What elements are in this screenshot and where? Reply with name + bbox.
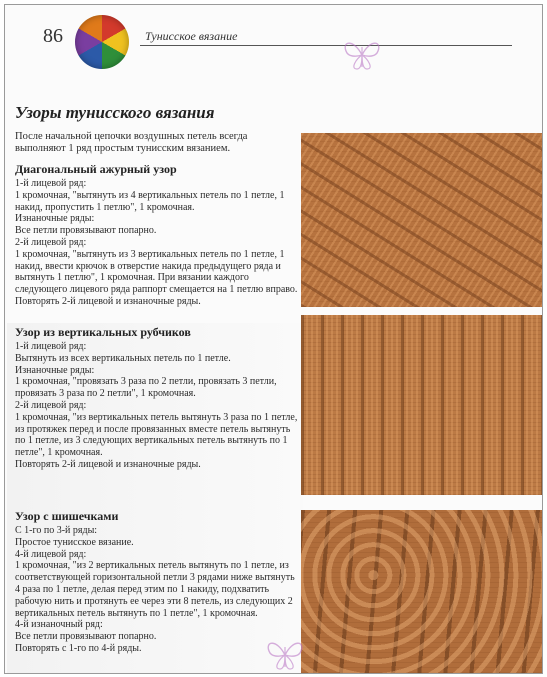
section-body-bobbles: [15, 525, 300, 655]
instruction-line: Изнаночные ряды:: [15, 364, 95, 376]
header-divider: [140, 45, 512, 46]
instruction-line: 1 кромочная, "вытянуть из 4 вертикальных петель по 1 петле, 1 накид, пропустить 1 петлю", 1 кромочная.: [15, 189, 285, 213]
butterfly-icon: [263, 637, 307, 673]
intro-paragraph: После начальной цепочки воздушных петель всегда выполняют 1 ряд простым тунисским вязанием.: [15, 131, 248, 154]
instruction-line: 1 кромочная, "провязать 3 раза по 2 петли, провязать 3 петли, провязать 3 раза по 2 петли", 1 кромочная.: [15, 376, 277, 400]
instruction-line: 4-й изнаночный ряд:: [15, 619, 103, 631]
instruction-line: Повторять с 1-го по 4-й ряды.: [15, 642, 142, 654]
instruction-line: Все петли провязывают попарно.: [15, 225, 157, 237]
instruction-line: 1 кромочная, "из 2 вертикальных петель вытянуть по 1 петле, из соответствующей горизонтальной петли 3 рядами ниже вытянуть 4 раза по 1 петле, делая перед этим по 1 накиду, подхватить рабочую нить и протянуть ее через эти 8 петель, из следующих 2 вертикальных петель вытянуть по 1 петле", 1 кромочная.: [15, 560, 295, 619]
section-body-diagonal-openwork: [15, 178, 300, 308]
instruction-line: Повторять 2-й лицевой и изнаночные ряды.: [15, 458, 201, 470]
book-page: [4, 4, 543, 674]
instruction-line: Простое тунисское вязание.: [15, 536, 134, 548]
instruction-line: Повторять 2-й лицевой и изнаночные ряды.: [15, 295, 201, 307]
instruction-line: 1-й лицевой ряд:: [15, 341, 87, 352]
instruction-line: 2-й лицевой ряд:: [15, 399, 87, 411]
swatch-photo-diagonal-openwork: [301, 133, 542, 307]
section-body-vertical-ribs: [15, 341, 300, 471]
page-number: 86: [43, 25, 63, 47]
section-heading-vertical-ribs: Узор из вертикальных рубчиков: [15, 325, 191, 339]
butterfly-icon: [340, 37, 384, 73]
swatch-photo-vertical-ribs: [301, 315, 542, 495]
yarn-color-wheel-icon: [75, 15, 129, 69]
page-title: Узоры тунисского вязания: [15, 103, 215, 122]
instruction-line: С 1-го по 3-й ряды:: [15, 525, 98, 536]
section-heading-diagonal-openwork: Диагональный ажурный узор: [15, 162, 177, 176]
instruction-line: 1 кромочная, "вытянуть из 3 вертикальных петель по 1 петле, 1 накид, ввести крючок в отверстие накида предыдущего ряда и вытянуть 1 петлю", 1 кромочная. При вязании каждого следующего лицевого ряда раппорт смещается на 1 петлю вправо.: [15, 248, 298, 296]
instruction-line: Вытянуть из всех вертикальных петель по 1 петле.: [15, 352, 231, 364]
instruction-line: Все петли провязывают попарно.: [15, 631, 157, 643]
instruction-line: 1-й лицевой ряд:: [15, 178, 87, 189]
instruction-line: 2-й лицевой ряд:: [15, 236, 87, 248]
instruction-line: 4-й лицевой ряд:: [15, 548, 87, 560]
swatch-photo-bobbles: [301, 510, 542, 673]
instruction-line: Изнаночные ряды:: [15, 213, 95, 225]
section-heading-bobbles: Узор с шишечками: [15, 509, 119, 523]
instruction-line: 1 кромочная, "из вертикальных петель вытянуть 3 раза по 1 петле, из протяжек перед и после провязанных вместе петель вытянуть по 1 петле, из 3 следующих вертикальных петель вытянуть по 1 петле", 1 кромочная.: [15, 411, 298, 459]
running-title: Тунисское вязание: [145, 29, 238, 43]
